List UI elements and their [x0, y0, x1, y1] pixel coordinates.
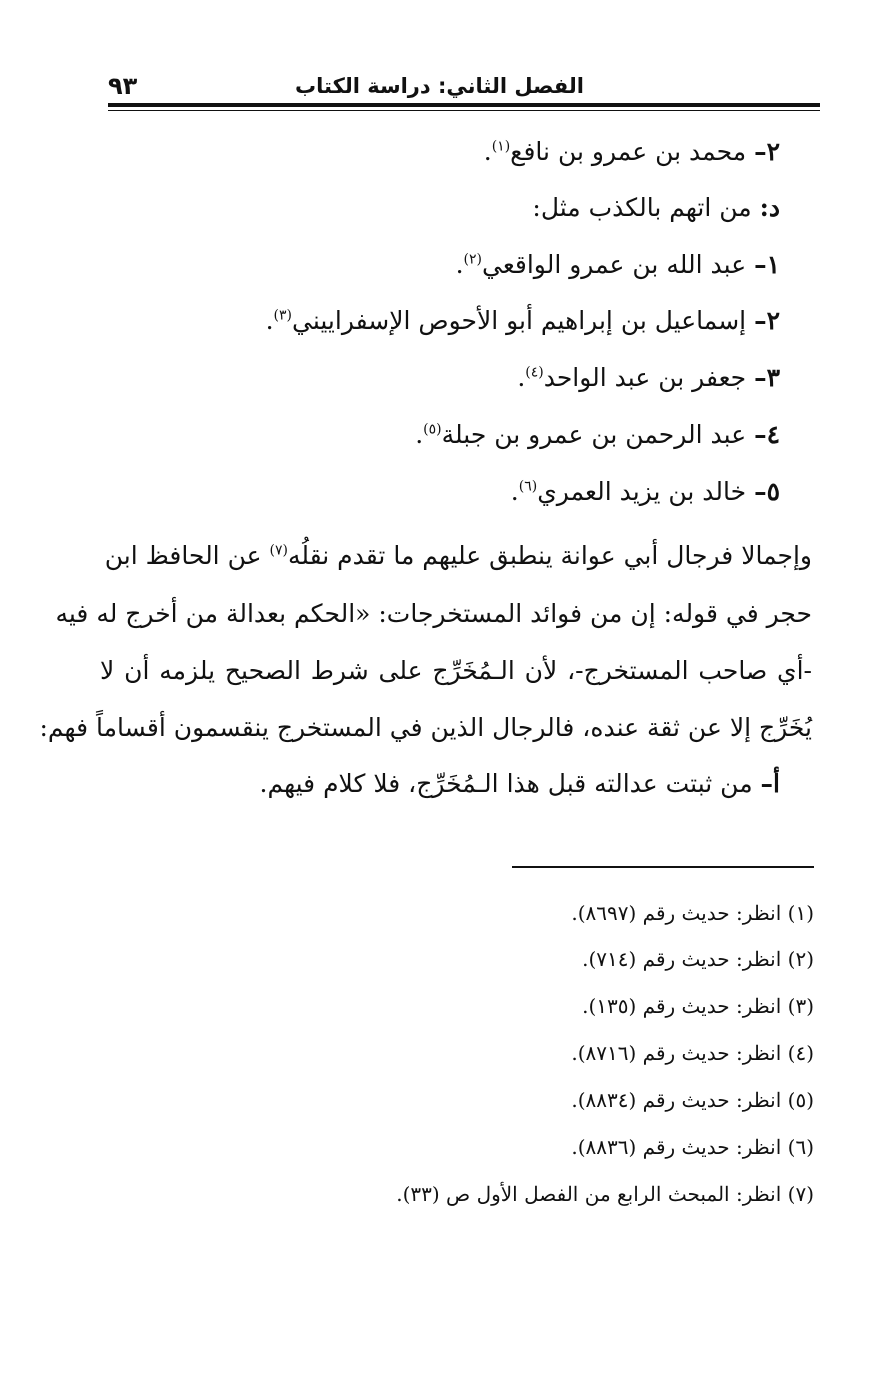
item-end: . — [510, 477, 519, 506]
chapter-title: الفصل الثاني: دراسة الكتاب — [295, 74, 584, 98]
page-number: ٩٣ — [108, 72, 138, 100]
footnote-ref: (٢) — [463, 251, 482, 268]
list-item — [260, 766, 780, 802]
footnote: (١) انظر: حديث رقم (٨٦٩٧). — [571, 901, 814, 925]
item-end: . — [265, 306, 274, 335]
paragraph-line — [104, 538, 812, 574]
list-item — [511, 474, 780, 510]
running-header — [108, 70, 820, 104]
section-label: د: — [759, 193, 780, 222]
footnote: (٦) انظر: حديث رقم (٨٨٣٦). — [571, 1135, 814, 1159]
list-item — [484, 134, 780, 170]
item-number: ٣– — [754, 363, 780, 392]
footnote-ref: (٧) — [269, 542, 288, 559]
item-text: محمد بن عمرو بن نافع — [510, 137, 755, 166]
footnote-ref: (٦) — [518, 478, 538, 495]
item-text: خالد بن يزيد العمري — [537, 477, 755, 506]
header-rule — [108, 103, 820, 107]
item-text: إسماعيل بن إبراهيم أبو الأحوص الإسفراييني — [291, 306, 755, 335]
footnote-ref: (١) — [491, 138, 511, 155]
list-item — [517, 360, 780, 396]
footnote-separator — [512, 866, 814, 868]
item-number: ٢– — [754, 306, 780, 335]
item-end: . — [415, 420, 424, 449]
header-rule-thin — [108, 110, 820, 111]
footnote: (٧) انظر: المبحث الرابع من الفصل الأول ص (٣٣). — [396, 1182, 814, 1206]
item-end: . — [517, 363, 526, 392]
item-number: ١– — [754, 250, 780, 279]
list-item — [415, 417, 780, 453]
paragraph-line: -أي صاحب المستخرج-، لأن الـمُخَرِّج على شرط الصحيح يلزمه أن لا — [100, 656, 812, 685]
section-heading-d — [532, 190, 780, 226]
item-text: جعفر بن عبد الواحد — [543, 363, 755, 392]
footnote: (٢) انظر: حديث رقم (٧١٤). — [582, 947, 814, 971]
paragraph-line: حجر في قوله: إن من فوائد المستخرجات: «الحكم بعدالة من أخرج له فيه — [55, 599, 812, 628]
item-number: أ– — [760, 769, 780, 798]
paragraph-line: يُخَرِّج إلا عن ثقة عنده، فالرجال الذين في المستخرج ينقسمون أقساماً فهم: — [39, 713, 812, 742]
item-number: ٢– — [754, 137, 780, 166]
footnote-ref: (٤) — [525, 364, 544, 381]
footnote-ref: (٣) — [273, 307, 292, 324]
list-item — [266, 303, 780, 339]
paragraph-text: وإجمالا فرجال أبي عوانة ينطبق عليهم ما تقدم نقلُه — [287, 541, 812, 570]
section-text: من اتهم بالكذب مثل: — [532, 193, 760, 222]
item-text: من ثبتت عدالته قبل هذا الـمُخَرِّج، فلا كلام فيهم. — [259, 769, 761, 798]
footnote: (٣) انظر: حديث رقم (١٣٥). — [582, 994, 814, 1018]
item-end: . — [483, 137, 492, 166]
list-item — [456, 247, 780, 283]
item-number: ٤– — [754, 420, 780, 449]
item-text: عبد الله بن عمرو الواقعي — [482, 250, 755, 279]
footnote-ref: (٥) — [423, 421, 442, 438]
item-end: . — [455, 250, 464, 279]
item-text: عبد الرحمن بن عمرو بن جبلة — [441, 420, 755, 449]
paragraph-text: عن الحافظ ابن — [104, 541, 270, 570]
item-number: ٥– — [754, 477, 780, 506]
footnote: (٥) انظر: حديث رقم (٨٨٣٤). — [571, 1088, 814, 1112]
footnote: (٤) انظر: حديث رقم (٨٧١٦). — [571, 1041, 814, 1065]
